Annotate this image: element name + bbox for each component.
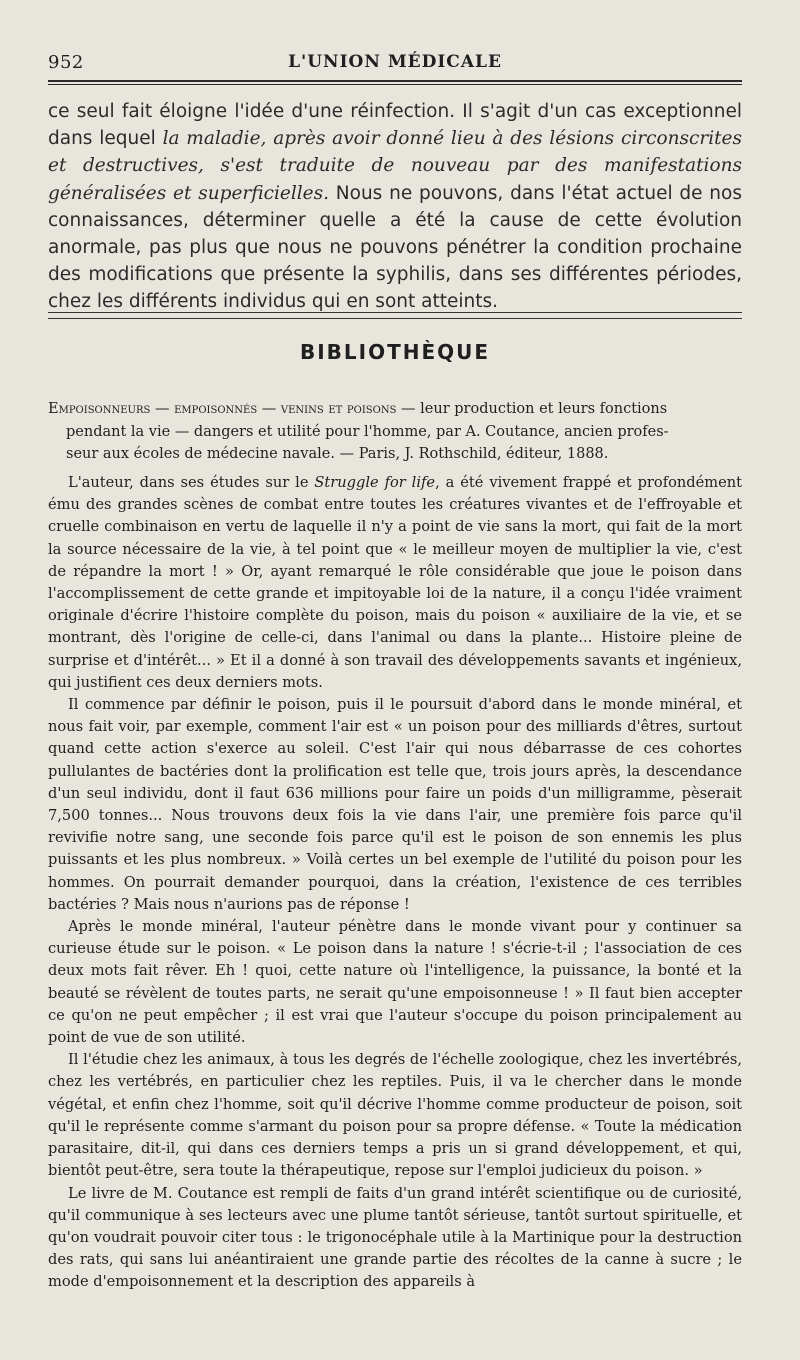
paragraph: Après le monde minéral, l'auteur pénètre dans le monde vivant pour y continuer sa curieuse étude sur le poison. « Le poison dans la nature ! s'écrie-t-il ; l'association de ces deux mots fait rêver. Eh ! quoi, cette nature où l'intelligence, la puissance, la bonté et la beauté se révèlent de toutes parts, ne serait qu'une empoisonneuse ! » Il faut bien accepter ce qu'on ne peut empêcher ; il est vrai que l'auteur s'occupe du poison principalement au point de vue de son utilité. — [48, 918, 742, 1047]
journal-title: L'UNION MÉDICALE — [288, 52, 502, 72]
intro-italic-text: la maladie, après avoir donné lieu à des lésions circonscrites et destructives, s'est traduite de nouveau par des manifestations généralisées et superficielles. — [48, 128, 742, 204]
bibliography-entry — [48, 398, 742, 466]
header-rule — [48, 80, 742, 82]
paragraph-text: , a été vivement frappé et profondément ému des grandes scènes de combat entre toutes les créatures vivantes et de l'effroyable et cruelle combinaison en vertu de laquelle il n'y a point de vie sans la mort, qui fait de la mort la source nécessaire de la vie, à tel point que « le meilleur moyen de multiplier la vie, c'est de répandre la mort ! » Or, ayant remarqué le rôle considérable que joue le poison dans l'accomplissement de cette grande et impitoyable loi de la nature, il a conçu l'idée vraiment originale d'écrire l'histoire complète du poison, mais du poison « auxiliaire de la vie, et se montrant, dès l'origine de celle-ci, dans l'animal ou dans la plante... Histoire pleine de surprise et d'intérêt... » Et il a donné à son travail des développements savants et ingénieux, qui justifient ces deux derniers mots. — [48, 474, 742, 691]
section-separator-secondary — [48, 318, 742, 319]
bib-title-rest: — leur production et leurs fonctions — [396, 401, 668, 417]
bib-title-caps: Empoisonneurs — empoisonnés — venins et poisons — [48, 401, 397, 417]
review-body — [48, 472, 742, 1294]
section-separator — [48, 312, 742, 313]
paragraph — [48, 472, 742, 694]
section-title: BIBLIOTHÈQUE — [299, 340, 491, 364]
bib-line-publisher: seur aux écoles de médecine navale. — Paris, J. Rothschild, éditeur, 1888. — [66, 446, 609, 462]
page-number: 952 — [48, 52, 84, 73]
bib-line-author: pendant la vie — dangers et utilité pour l'homme, par A. Coutance, ancien profes- — [66, 423, 669, 440]
header-rule-thin — [48, 84, 742, 85]
paragraph: Il l'étudie chez les animaux, à tous les degrés de l'échelle zoologique, chez les invertébrés, chez les vertébrés, en particulier chez les reptiles. Puis, il va le chercher dans le monde végétal, et enfin chez l'homme, soit qu'il décrive l'homme comme producteur de poison, soit qu'il le représente comme s'armant du poison pour sa propre défense. « Toute la médication parasitaire, dit-il, qui dans ces derniers temps a pris un si grand développement, et qui, bientôt peut-être, sera toute la thérapeutique, repose sur l'emploi judicieux du poison. » — [48, 1051, 742, 1180]
struggle-for-life-italic: Struggle for life — [314, 474, 436, 491]
intro-text-part2: Nous ne pouvons, dans l'état actuel de nos connaissances, déterminer quelle a été la cause de cette évolution anormale, pas plus que nous ne pouvons pénétrer la condition prochaine des modifications que présente la syphilis, dans ses différentes périodes, chez les différents individus qui en sont atteints. — [48, 182, 742, 313]
paragraph: Le livre de M. Coutance est rempli de faits d'un grand intérêt scientifique ou de curiosité, qu'il communique à ses lecteurs avec une plume tantôt sérieuse, tantôt surtout spirituelle, et qu'on voudrait pouvoir citer tous : le trigonocéphale utile à la Martinique pour la destruction des rats, qui sans lui anéantiraient une grande partie des récoltes de la canne à sucre ; le mode d'empoisonnement et la description des appareils à — [48, 1184, 742, 1291]
paragraph: Il commence par définir le poison, puis il le poursuit d'abord dans le monde minéral, et nous fait voir, par exemple, comment l'air est « un poison pour des milliards d'êtres, surtout quand cette action s'exerce au soleil. C'est l'air qui nous débarrasse de ces cohortes pullulantes de bactéries dont la prolification est telle que, trois jours après, la descendance d'un seul individu, dont il faut 636 millions pour faire un poids d'un milligramme, pèserait 7,500 tonnes... Nous trouvons deux fois la vie dans l'air, une première fois parce qu'il revivifie notre sang, une seconde fois parce qu'il est le poison de son ennemis les plus puissants et les plus nombreux. » Voilà certes un bel exemple de l'utilité du poison pour les hommes. On pourrait demander pourquoi, dans la création, l'existence de ces terribles bactéries ? Mais nous n'aurions pas de réponse ! — [48, 696, 742, 913]
intro-text-part1: ce seul fait éloigne l'idée d'une réinfection. Il s'agit d'un cas exceptionnel dans lequel — [48, 101, 742, 150]
paragraph-text: L'auteur, dans ses études sur le — [68, 474, 315, 491]
intro-paragraph — [48, 98, 742, 316]
